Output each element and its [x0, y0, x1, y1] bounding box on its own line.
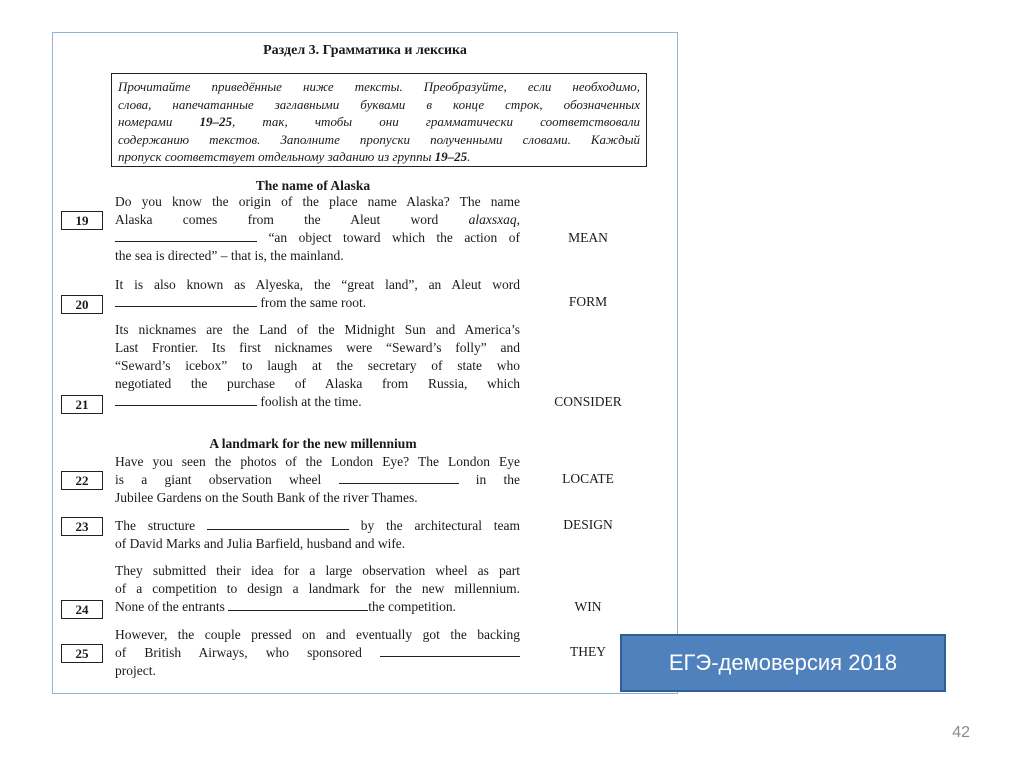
task-text-22: Have you seen the photos of the London Eye? The London Eye is a giant observation wheel in the Jubilee Gardens on the South Bank of the river Thames. [115, 454, 521, 505]
answer-blank-21[interactable] [115, 394, 257, 406]
task-text-21: Its nicknames are the Land of the Midnight Sun and America’s Last Frontier. Its first nicknames were “Seward’s folly” and “Seward’s icebox” to laugh at the secretary of state who negotiated the purchase of Alaska from Russia, which foolish at the time. [115, 322, 520, 409]
page-number: 42 [952, 724, 970, 741]
task-number-23: 23 [61, 517, 103, 536]
demo-version-badge: ЕГЭ-демоверсия 2018 [620, 634, 946, 692]
section-title: Раздел 3. Грамматика и лексика [263, 43, 467, 58]
task-number-20: 20 [61, 295, 103, 314]
base-word-23: DESIGN [563, 517, 613, 532]
instructions-line: Прочитайте приведённые ниже тексты. Преобразуйте, если необходимо, [118, 79, 640, 94]
task-text-23: The structure by the architectural team of David Marks and Julia Barfield, husband and wife. [115, 518, 521, 551]
instructions-line: номерами 19–25, так, чтобы они грамматически соответствовали [118, 114, 640, 130]
instructions-line: слова, напечатанные заглавными буквами в конце строк, обозначенных [118, 96, 640, 112]
answer-blank-23[interactable] [207, 518, 349, 530]
task-text-24: They submitted their idea for a large observation wheel as part of a competition to design a landmark for the new millennium. None of the entrants the competition. [115, 563, 520, 614]
task-number-21: 21 [61, 395, 103, 414]
task-number-22: 22 [61, 471, 103, 490]
base-word-20: FORM [568, 294, 608, 309]
base-word-21: CONSIDER [554, 394, 622, 409]
task-number-24: 24 [61, 600, 103, 619]
answer-blank-20[interactable] [115, 295, 257, 307]
exam-page [52, 32, 678, 694]
answer-blank-24[interactable] [228, 599, 368, 611]
answer-blank-25[interactable] [380, 645, 520, 657]
instructions-line: пропуск соответствует отдельному заданию из группы 19–25. [118, 149, 471, 165]
text-heading: The name of Alaska [255, 178, 371, 193]
instructions-box [111, 73, 647, 167]
task-text-25: However, the couple pressed on and eventually got the backing of British Airways, who sponsored project. [115, 627, 520, 678]
instructions-line: содержанию текстов. Заполните пропуски полученными словами. Каждый [118, 131, 640, 147]
text-heading: A landmark for the new millennium [209, 436, 417, 451]
answer-blank-19[interactable] [115, 230, 257, 242]
base-word-24: WIN [574, 599, 602, 614]
base-word-25: THEY [570, 644, 606, 659]
answer-blank-22[interactable] [339, 472, 459, 484]
task-text-20: It is also known as Alyeska, the “great land”, an Aleut word from the same root. [115, 277, 520, 310]
task-number-25: 25 [61, 644, 103, 663]
task-text-19: Do you know the origin of the place name Alaska? The name Alaska comes from the Aleut word alaxsxaq, “an object toward which the action of the sea is directed” – that is, the mainland. [115, 194, 520, 263]
base-word-22: LOCATE [562, 471, 614, 486]
base-word-19: MEAN [568, 230, 608, 245]
task-number-19: 19 [61, 211, 103, 230]
